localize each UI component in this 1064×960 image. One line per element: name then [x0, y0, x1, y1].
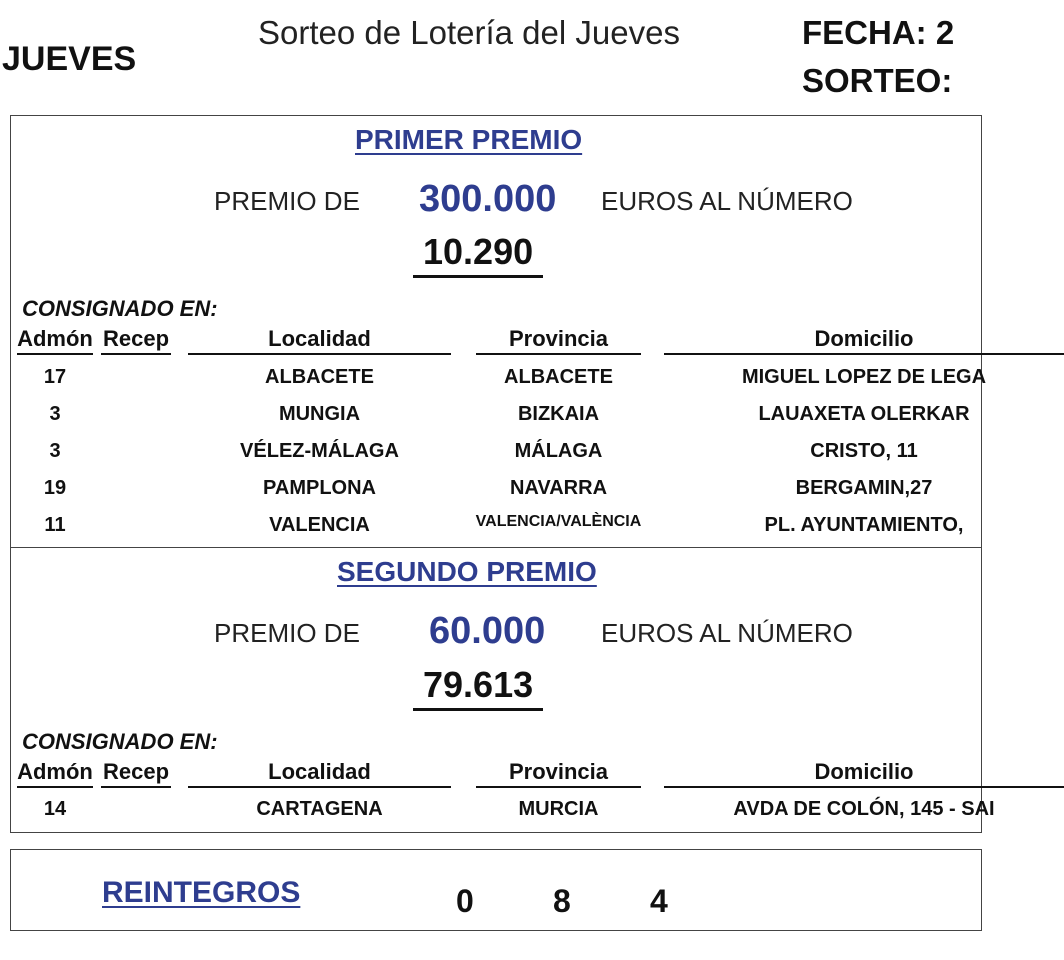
reintegro-number: 8	[553, 883, 571, 919]
first-prize-section	[10, 115, 987, 548]
col-provincia-header: Provincia	[476, 326, 641, 355]
col-admon-header: Admón	[17, 326, 93, 355]
col-admon-header: Admón	[17, 759, 93, 788]
cell-domicilio: AVDA DE COLÓN, 145 - SAI	[733, 798, 995, 820]
cell-domicilio: PL. AYUNTAMIENTO,	[764, 514, 964, 536]
cell-admon: 3	[49, 403, 61, 425]
cell-admon: 3	[49, 440, 61, 462]
col-recep-header: Recep	[101, 326, 171, 355]
reintegro-number: 4	[650, 883, 668, 919]
cell-admon: 19	[43, 477, 67, 499]
cell-provincia: ALBACETE	[504, 366, 613, 388]
second-prize-amount: 60.000	[429, 610, 546, 652]
cell-provincia: MURCIA	[518, 798, 599, 820]
first-prize-amount: 300.000	[419, 178, 557, 220]
day-heading: JUEVES	[2, 40, 137, 78]
reintegro-number: 0	[456, 883, 474, 919]
second-prize-consignado-label: CONSIGNADO EN:	[22, 729, 218, 754]
second-prize-premio-de-label: PREMIO DE	[214, 618, 360, 648]
cell-localidad: VALENCIA	[269, 514, 370, 536]
cell-provincia: MÁLAGA	[514, 440, 603, 462]
col-domicilio-header: Domicilio	[664, 326, 1064, 355]
reintegros-section	[10, 849, 982, 931]
cell-provincia: NAVARRA	[509, 477, 608, 499]
cell-domicilio: BERGAMIN,27	[795, 477, 933, 499]
col-localidad-header: Localidad	[188, 326, 451, 355]
cell-localidad: ALBACETE	[265, 366, 374, 388]
col-recep-header: Recep	[101, 759, 171, 788]
cell-localidad: MUNGIA	[278, 403, 361, 425]
reintegros-title: REINTEGROS	[102, 876, 301, 909]
date-label: FECHA: 2	[802, 14, 955, 51]
first-prize-consignado-label: CONSIGNADO EN:	[22, 296, 218, 321]
cell-localidad: VÉLEZ-MÁLAGA	[240, 440, 399, 462]
col-domicilio-header: Domicilio	[664, 759, 1064, 788]
second-prize-euros-label: EUROS AL NÚMERO	[601, 618, 853, 648]
draw-title: Sorteo de Lotería del Jueves	[258, 14, 680, 51]
col-localidad-header: Localidad	[188, 759, 451, 788]
first-prize-winning-number: 10.290	[413, 231, 543, 278]
cell-domicilio: LAUAXETA OLERKAR	[758, 403, 970, 425]
first-prize-euros-label: EUROS AL NÚMERO	[601, 186, 853, 216]
second-prize-title: SEGUNDO PREMIO	[337, 556, 597, 587]
cell-domicilio: CRISTO, 11	[810, 440, 918, 462]
second-prize-section	[10, 547, 995, 833]
col-provincia-header: Provincia	[476, 759, 641, 788]
first-prize-title: PRIMER PREMIO	[355, 124, 583, 155]
cell-provincia: BIZKAIA	[517, 403, 600, 425]
cell-domicilio: MIGUEL LOPEZ DE LEGA	[741, 366, 987, 388]
cell-localidad: PAMPLONA	[263, 477, 376, 499]
cell-provincia: VALENCIA/VALÈNCIA	[475, 513, 642, 530]
cell-localidad: CARTAGENA	[256, 798, 383, 820]
draw-number-label: SORTEO:	[802, 62, 953, 99]
cell-admon: 14	[43, 798, 67, 820]
cell-admon: 17	[43, 366, 67, 388]
second-prize-winning-number: 79.613	[413, 664, 543, 711]
first-prize-premio-de-label: PREMIO DE	[214, 186, 360, 216]
cell-admon: 11	[44, 514, 66, 536]
